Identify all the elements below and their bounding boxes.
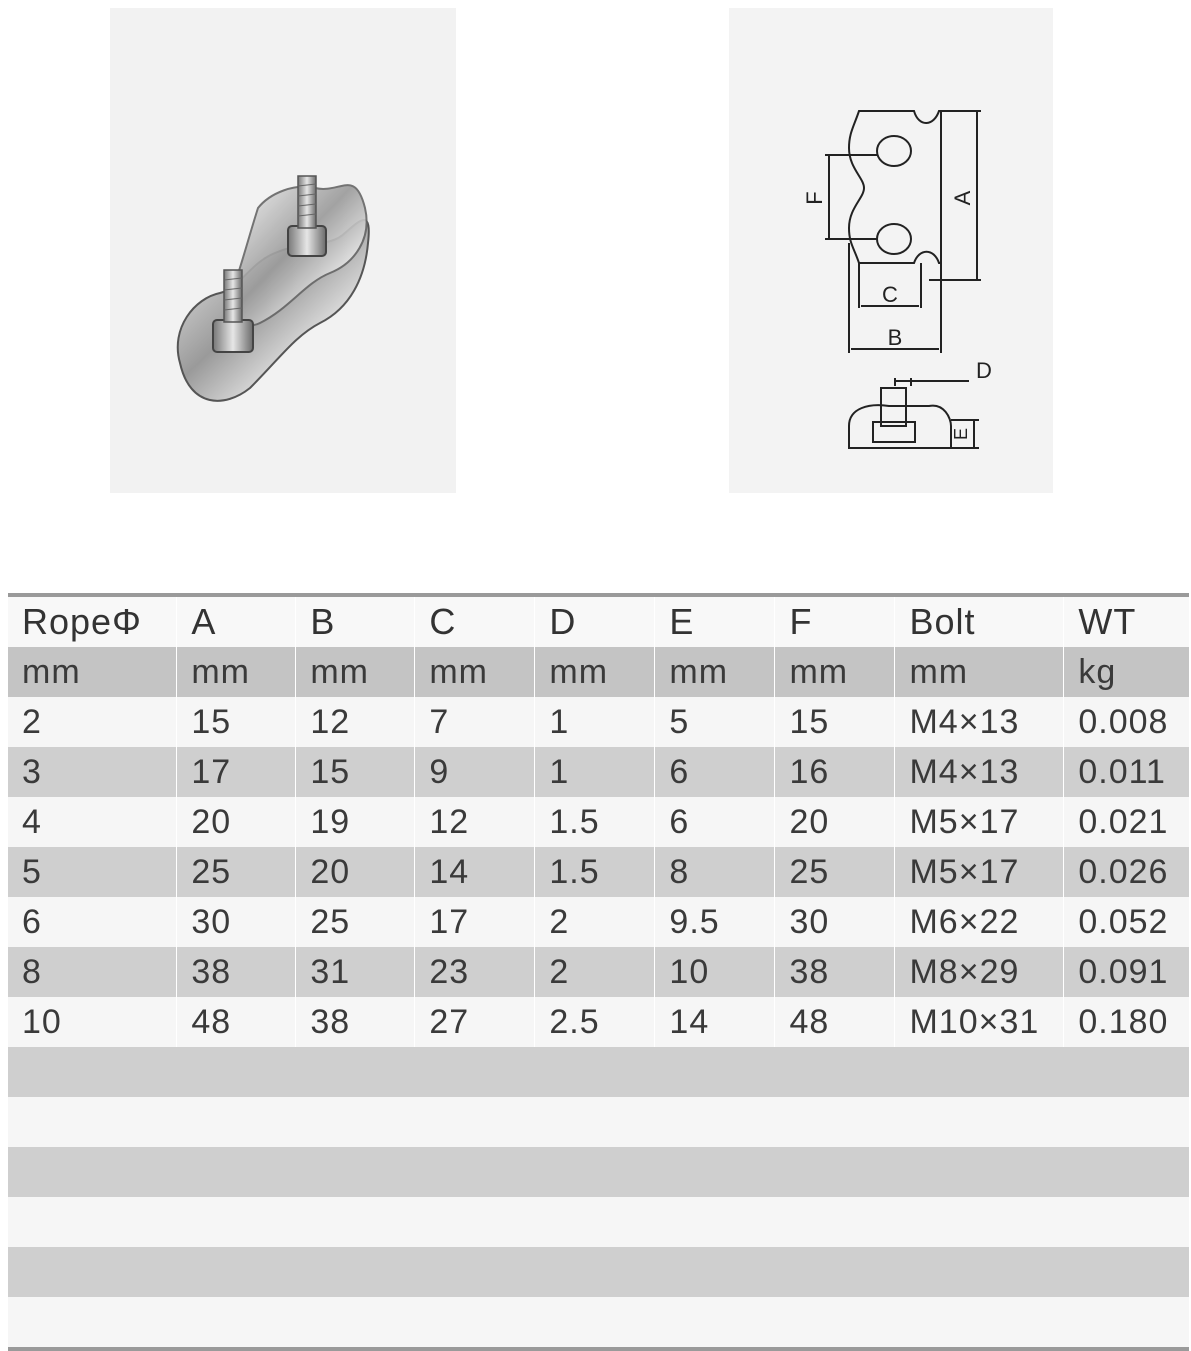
table-cell: 25 — [177, 847, 296, 897]
table-cell: 8 — [655, 847, 775, 897]
drawing-label-a: A — [950, 190, 975, 206]
empty-row — [8, 1097, 1189, 1147]
drawing-label-f: F — [802, 191, 827, 205]
table-cell: 2.5 — [535, 997, 655, 1047]
table-cell: 20 — [296, 847, 415, 897]
unit-cell: mm — [296, 647, 415, 697]
unit-cell: mm — [895, 647, 1064, 697]
table-cell: 27 — [415, 997, 535, 1047]
drawing-label-e: E — [951, 427, 971, 441]
table-cell: 30 — [775, 897, 895, 947]
table-cell: 48 — [775, 997, 895, 1047]
table-cell: 0.091 — [1078, 952, 1169, 991]
table-row — [8, 747, 1189, 797]
table-cell: 17 — [177, 747, 296, 797]
unit-cell: mm — [535, 647, 655, 697]
table-cell: 25 — [296, 897, 415, 947]
table-cell: M6×22 — [895, 897, 1064, 947]
header-a: A — [177, 595, 296, 647]
table-cell: 3 — [8, 747, 177, 797]
table-cell: 5 — [655, 697, 775, 747]
unit-cell: mm — [177, 647, 296, 697]
table-cell: M5×17 — [895, 847, 1064, 897]
table-row — [8, 897, 1189, 947]
header-bolt: Bolt — [895, 595, 1064, 647]
drawing-label-d: D — [976, 358, 992, 383]
empty-cell — [8, 1147, 1189, 1197]
table-row — [8, 847, 1189, 897]
table-cell: 38 — [177, 947, 296, 997]
table-cell: 6 — [8, 897, 177, 947]
table-cell: M10×31 — [895, 997, 1064, 1047]
unit-cell: mm — [415, 647, 535, 697]
table-cell: 15 — [296, 747, 415, 797]
table-cell: 0.021 — [1078, 802, 1169, 841]
unit-cell: kg — [1078, 652, 1117, 691]
table-cell: 12 — [415, 797, 535, 847]
empty-row — [8, 1197, 1189, 1247]
unit-cell: mm — [775, 647, 895, 697]
empty-row — [8, 1047, 1189, 1097]
product-photo — [110, 8, 456, 493]
table-cell: 25 — [775, 847, 895, 897]
table-cell: M4×13 — [895, 747, 1064, 797]
table-cell: 16 — [775, 747, 895, 797]
table-cell: 19 — [296, 797, 415, 847]
header-b: B — [296, 595, 415, 647]
header-d: D — [535, 595, 655, 647]
drawing-label-c: C — [882, 282, 898, 307]
header-weight: WT — [1078, 601, 1137, 642]
empty-row — [8, 1147, 1189, 1197]
header-c: C — [415, 595, 535, 647]
empty-row — [8, 1247, 1189, 1297]
table-cell: 17 — [415, 897, 535, 947]
table-cell: 48 — [177, 997, 296, 1047]
table-cell: 6 — [655, 747, 775, 797]
table-cell: 4 — [8, 797, 177, 847]
header-f: F — [775, 595, 895, 647]
table-unit-row — [8, 647, 1189, 697]
table-cell: 1.5 — [535, 847, 655, 897]
empty-row — [8, 1297, 1189, 1349]
table-cell: 0.052 — [1078, 902, 1169, 941]
table-cell: 2 — [535, 947, 655, 997]
empty-cell — [8, 1197, 1189, 1247]
table-cell: 10 — [655, 947, 775, 997]
empty-cell — [8, 1247, 1189, 1297]
table-cell: 14 — [655, 997, 775, 1047]
empty-cell — [8, 1097, 1189, 1147]
table-cell: 1.5 — [535, 797, 655, 847]
table-cell: 8 — [8, 947, 177, 997]
table-cell: 14 — [415, 847, 535, 897]
table-cell: 1 — [535, 697, 655, 747]
technical-drawing — [729, 8, 1053, 493]
table-header-row — [8, 595, 1189, 647]
table-cell: 1 — [535, 747, 655, 797]
table-cell: 30 — [177, 897, 296, 947]
table-cell: 20 — [177, 797, 296, 847]
drawing-label-b: B — [887, 325, 903, 350]
table-cell: 15 — [775, 697, 895, 747]
table-row — [8, 997, 1189, 1047]
table-cell: 9 — [415, 747, 535, 797]
table-cell: 5 — [8, 847, 177, 897]
table-cell: 9.5 — [655, 897, 775, 947]
table-cell: 20 — [775, 797, 895, 847]
table-cell: 23 — [415, 947, 535, 997]
wire-rope-clip-photo-icon — [110, 8, 456, 493]
table-cell: M4×13 — [895, 697, 1064, 747]
table-cell: 38 — [775, 947, 895, 997]
table-cell: 2 — [8, 697, 177, 747]
table-cell: 6 — [655, 797, 775, 847]
table-cell: M5×17 — [895, 797, 1064, 847]
table-row — [8, 797, 1189, 847]
specification-table — [8, 593, 1189, 1351]
table-cell: 2 — [535, 897, 655, 947]
table-cell: 0.180 — [1078, 1002, 1169, 1041]
empty-cell — [8, 1047, 1189, 1097]
table-cell: 31 — [296, 947, 415, 997]
table-cell: 0.026 — [1078, 852, 1169, 891]
table-cell: 15 — [177, 697, 296, 747]
header-e: E — [655, 595, 775, 647]
table-cell: 10 — [8, 997, 177, 1047]
table-cell: M8×29 — [895, 947, 1064, 997]
unit-cell: mm — [655, 647, 775, 697]
table-cell: 12 — [296, 697, 415, 747]
header-rope-diameter: RopeΦ — [8, 595, 177, 647]
unit-cell: mm — [8, 647, 177, 697]
empty-cell — [8, 1297, 1189, 1349]
table-cell: 0.008 — [1078, 702, 1169, 741]
table-cell: 7 — [415, 697, 535, 747]
wire-rope-clip-drawing-icon — [729, 8, 1053, 493]
table-row — [8, 947, 1189, 997]
table-cell: 38 — [296, 997, 415, 1047]
table-cell: 0.011 — [1078, 752, 1166, 791]
table-row — [8, 697, 1189, 747]
